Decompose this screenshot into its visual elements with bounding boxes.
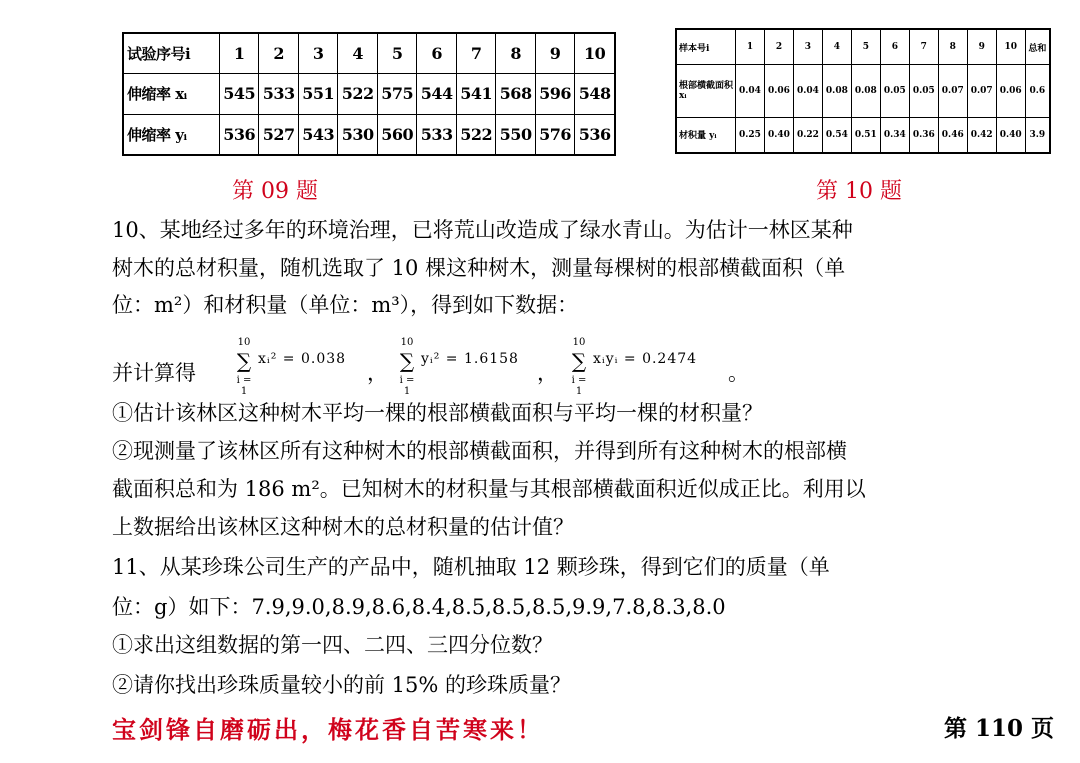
table-cell: 5 [377,33,416,74]
table-cell: 536 [575,114,615,155]
table-cell: 0.07 [967,65,996,117]
table-cell: 0.42 [967,117,996,153]
table-cell: 10 [575,33,615,74]
sigma-icon: ∑ [571,349,587,373]
table-cell: 4 [822,29,851,65]
table-cell: 0.36 [909,117,938,153]
table-cell: 0.05 [909,65,938,117]
sum-lower-limit: i = 1 [571,375,587,397]
table-cell: 0.06 [996,65,1025,117]
sum-separator: ， [367,361,388,385]
table-cell: 536 [220,114,259,155]
table-cell: 0.04 [736,65,765,117]
question-10-2-line-1: ②现测量了该林区所有这种树木的根部横截面积，并得到所有这种树木的根部横 [112,439,847,463]
table-row [123,114,615,155]
table-cell: 7 [909,29,938,65]
table-cell: 8 [938,29,967,65]
table-cell: 0.46 [938,117,967,153]
question-10-2-line-3: 上数据给出该林区这种树木的总材积量的估计值？ [112,515,574,539]
table-cell: 596 [535,74,574,114]
sum-upper-limit: 10 [237,337,251,348]
table-cell: 6 [417,33,456,74]
table-header-cell: 伸缩率 yᵢ [123,114,220,155]
table-cell: 548 [575,74,615,114]
sum-end-punct: 。 [728,361,749,385]
table-cell: 7 [456,33,495,74]
table-header-cell: 材积量 yᵢ [676,117,736,153]
table-cell: 0.54 [822,117,851,153]
table-cell: 3 [298,33,337,74]
table-cell: 6 [880,29,909,65]
sum-lower-limit: i = 1 [236,375,252,397]
question-11-2: ②请你找出珍珠质量较小的前 15% 的珍珠质量？ [112,673,572,697]
table-cell: 0.22 [793,117,822,153]
table-header-cell: 试验序号i [123,33,220,74]
table-cell: 0.04 [793,65,822,117]
sum-lower-limit: i = 1 [399,375,415,397]
table-cell: 533 [417,114,456,155]
sum-x-squared [228,337,378,397]
table-row [676,117,1050,153]
table-cell: 543 [298,114,337,155]
sigma-icon: ∑ [236,349,252,373]
table-header-cell: 样本号i [676,29,736,65]
table-cell: 0.06 [764,65,793,117]
sum-prefix: 并计算得 [112,361,196,385]
table-problem-10 [675,28,1051,154]
table-cell: 550 [496,114,535,155]
table-cell: 0.25 [736,117,765,153]
table-cell: 527 [259,114,298,155]
footer-motto: 宝剑锋自磨砺出，梅花香自苦寒来！ [112,715,544,744]
table-problem-09 [122,32,616,156]
table-cell: 0.40 [764,117,793,153]
sum-upper-limit: 10 [400,337,414,348]
sum-separator: ， [537,361,558,385]
table-cell: 9 [967,29,996,65]
question-10-2-line-2: 截面积总和为 186 m²。已知树木的材积量与其根部横截面积近似成正比。利用以 [112,477,866,501]
sum-expression: xᵢ² = 0.038 [258,351,347,367]
table-total-cell: 0.6 [1025,65,1050,117]
table-cell: 0.51 [851,117,880,153]
table-cell: 5 [851,29,880,65]
table-cell: 0.05 [880,65,909,117]
table-header-cell: 伸缩率 xᵢ [123,74,220,114]
table-cell: 0.07 [938,65,967,117]
table-cell: 0.34 [880,117,909,153]
sum-expression: yᵢ² = 1.6158 [421,351,519,367]
table-total-cell: 总和 [1025,29,1050,65]
table-row [676,29,1050,65]
sum-expression: xᵢyᵢ = 0.2474 [593,351,698,367]
problem-11-line-1: 11、从某珍珠公司生产的产品中，随机抽取 12 颗珍珠，得到它们的质量（单 [112,555,830,579]
table-row [123,74,615,114]
table-row [123,33,615,74]
table-cell: 9 [535,33,574,74]
table-cell: 544 [417,74,456,114]
table-cell: 0.08 [851,65,880,117]
table-cell: 2 [764,29,793,65]
table-cell: 568 [496,74,535,114]
table-cell: 1 [736,29,765,65]
table-row [676,65,1050,117]
table-cell: 4 [338,33,377,74]
table-total-cell: 3.9 [1025,117,1050,153]
table-cell: 8 [496,33,535,74]
table-cell: 2 [259,33,298,74]
question-10-1: ①估计该林区这种树木平均一棵的根部横截面积与平均一棵的材积量？ [112,401,763,425]
question-11-1: ①求出这组数据的第一四、二四、三四分位数？ [112,633,553,657]
table-cell: 545 [220,74,259,114]
table-cell: 575 [377,74,416,114]
table-cell: 1 [220,33,259,74]
sum-y-squared [391,337,551,397]
problem-11-line-2: 位：g）如下：7.9,9.0,8.9,8.6,8.4,8.5,8.5,8.5,9.9,7.8,8.3,8.0 [112,595,726,619]
sigma-icon: ∑ [399,349,415,373]
problem-10-line-3: 位：m²）和材积量（单位：m³），得到如下数据： [112,293,579,317]
table-cell: 551 [298,74,337,114]
table-cell: 560 [377,114,416,155]
caption-problem-10: 第 10 题 [816,179,902,204]
table-cell: 3 [793,29,822,65]
table-cell: 10 [996,29,1025,65]
table-cell: 522 [338,74,377,114]
caption-problem-09: 第 09 题 [232,179,318,204]
sum-xy [563,337,733,397]
problem-10-line-1: 10、某地经过多年的环境治理，已将荒山改造成了绿水青山。为估计一林区某种 [112,218,853,242]
table-cell: 522 [456,114,495,155]
table-cell: 533 [259,74,298,114]
table-cell: 576 [535,114,574,155]
table-header-cell: 根部横截面积 xᵢ [676,65,736,117]
sum-upper-limit: 10 [572,337,586,348]
table-cell: 0.08 [822,65,851,117]
table-cell: 0.40 [996,117,1025,153]
problem-10-line-2: 树木的总材积量，随机选取了 10 棵这种树木，测量每棵树的根部横截面积（单 [112,256,846,280]
page-number: 第 110 页 [944,715,1055,742]
table-cell: 541 [456,74,495,114]
table-cell: 530 [338,114,377,155]
